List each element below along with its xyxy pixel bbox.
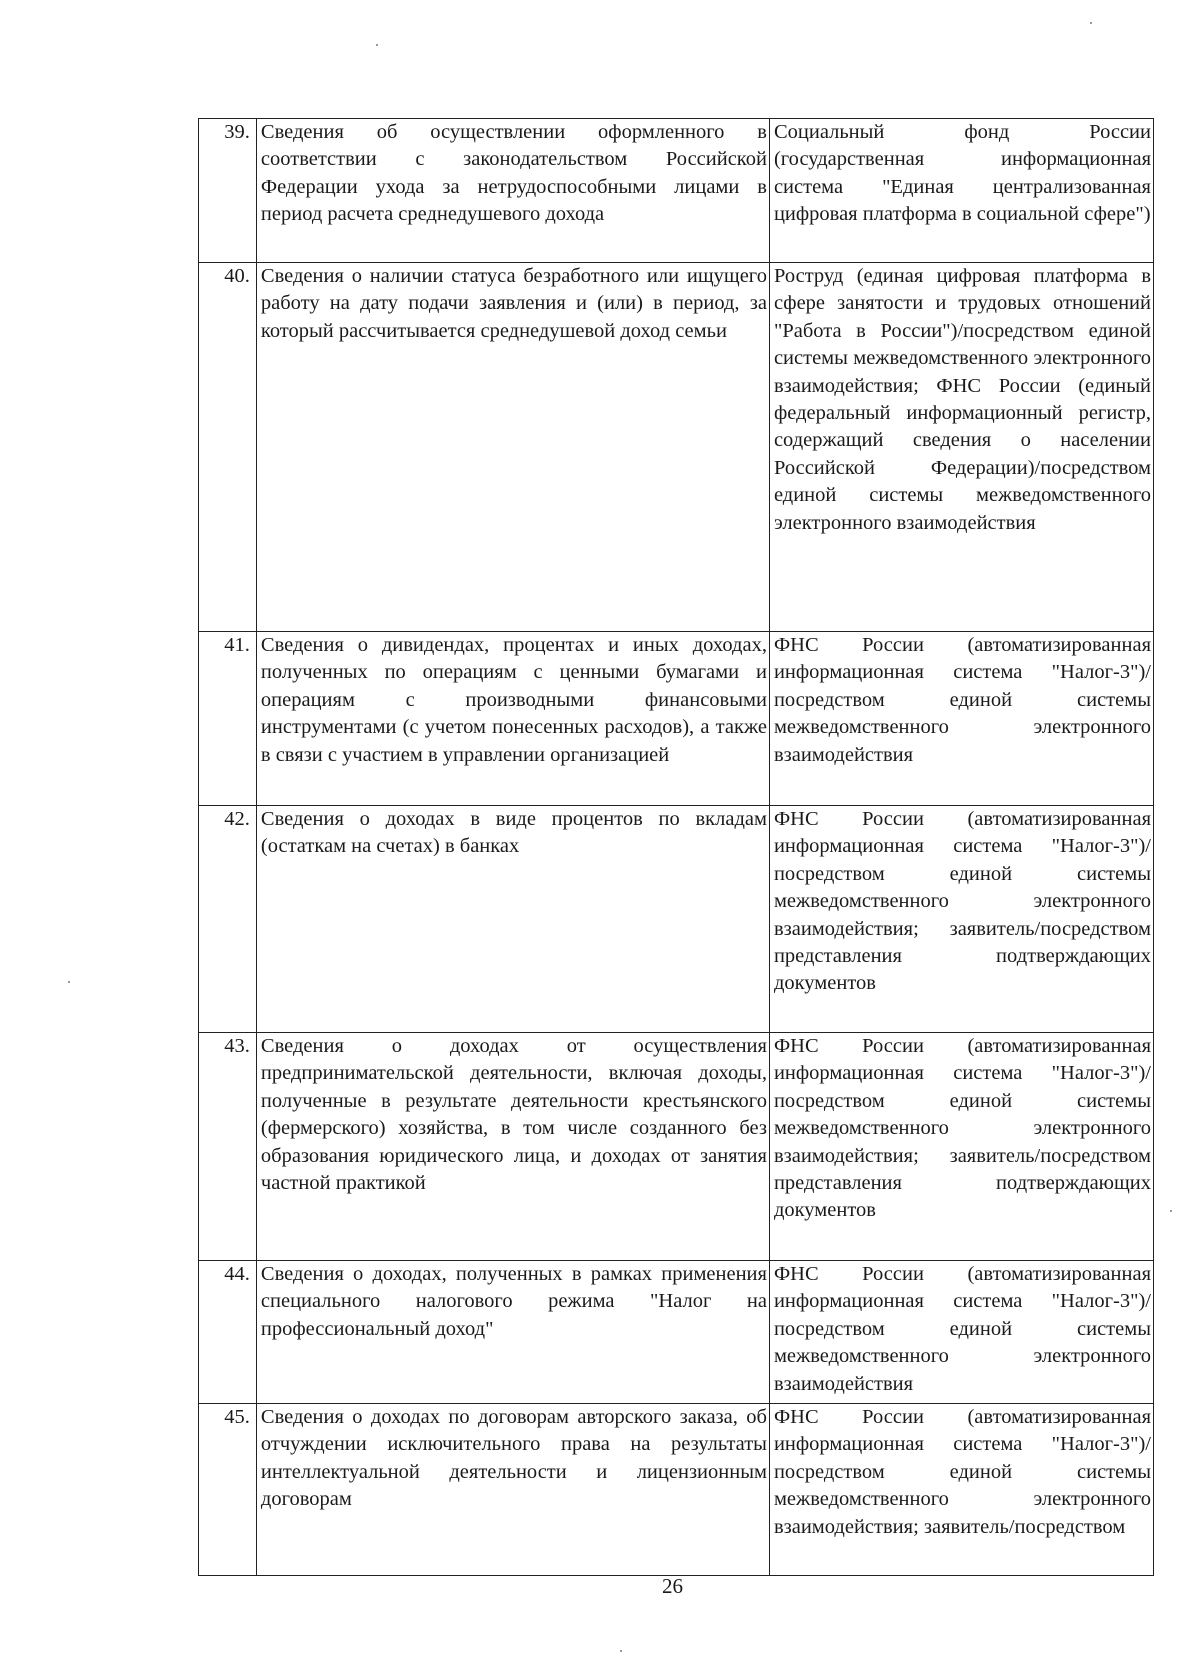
table-row xyxy=(199,1404,1154,1576)
source-cell: Роструд (единая цифровая платформа в сфере занятости и трудовых отношений "Работа в России")/посредством единой системы межведомственного электронного взаимодействия; ФНС России (единый федеральный информационный регистр, содержащий сведения о населении Российской Федерации)/посредством единой системы межведомственного электронного взаимодействия xyxy=(769,263,1153,632)
source-cell: ФНС России (автоматизированная информационная система "Налог-3")/посредством единой системы межведомственного электронного взаимодействия; заявитель/посредством представления подтверждающих документов xyxy=(769,806,1153,1033)
row-number: 39. xyxy=(199,119,257,263)
table-row xyxy=(199,119,1154,263)
source-cell: ФНС России (автоматизированная информационная система "Налог-3")/посредством единой системы межведомственного электронного взаимодействия; заявитель/посредством представления подтверждающих документов xyxy=(769,1033,1153,1261)
info-cell: Сведения об осуществлении оформленного в соответствии с законодательством Российской Федерации ухода за нетрудоспособными лицами в период расчета среднедушевого дохода xyxy=(256,119,769,263)
table-row xyxy=(199,1033,1154,1261)
table-row xyxy=(199,1261,1154,1404)
info-cell: Сведения о доходах от осуществления предпринимательской деятельности, включая доходы, полученные в результате деятельности крестьянского (фермерского) хозяйства, в том числе созданного без образования юридического лица, и доходах от занятия частной практикой xyxy=(256,1033,769,1261)
table-row xyxy=(199,632,1154,806)
scan-speck xyxy=(1090,22,1092,24)
info-cell: Сведения о доходах по договорам авторского заказа, об отчуждении исключительного права на результаты интеллектуальной деятельности и лицензионным договорам xyxy=(256,1404,769,1576)
source-cell: ФНС России (автоматизированная информационная система "Налог-3")/посредством единой системы межведомственного электронного взаимодействия xyxy=(769,1261,1153,1404)
source-cell: ФНС России (автоматизированная информационная система "Налог-3")/посредством единой системы межведомственного электронного взаимодействия; заявитель/посредством xyxy=(769,1404,1153,1576)
table-row xyxy=(199,263,1154,632)
row-number: 41. xyxy=(199,632,257,806)
info-cell: Сведения о дивидендах, процентах и иных доходах, полученных по операциям с ценными бумагами и операциям с производными финансовыми инструментами (с учетом понесенных расходов), а также в связи с участием в управлении организацией xyxy=(256,632,769,806)
income-sources-table xyxy=(198,118,1154,1576)
scan-speck xyxy=(376,44,378,46)
row-number: 44. xyxy=(199,1261,257,1404)
table-row xyxy=(199,806,1154,1033)
info-cell: Сведения о доходах, полученных в рамках применения специального налогового режима "Налог на профессиональный доход" xyxy=(256,1261,769,1404)
scan-speck xyxy=(68,981,70,983)
row-number: 43. xyxy=(199,1033,257,1261)
scan-speck xyxy=(620,1650,622,1652)
row-number: 45. xyxy=(199,1404,257,1576)
scan-speck xyxy=(1170,1210,1172,1212)
info-cell: Сведения о доходах в виде процентов по вкладам (остаткам на счетах) в банках xyxy=(256,806,769,1033)
source-cell: Социальный фонд России (государственная информационная система "Единая централизованная цифровая платформа в социальной сфере") xyxy=(769,119,1153,263)
row-number: 42. xyxy=(199,806,257,1033)
info-cell: Сведения о наличии статуса безработного или ищущего работу на дату подачи заявления и (или) в период, за который рассчитывается среднедушевой доход семьи xyxy=(256,263,769,632)
source-cell: ФНС России (автоматизированная информационная система "Налог-3")/посредством единой системы межведомственного электронного взаимодействия xyxy=(769,632,1153,806)
page-number: 26 xyxy=(662,1574,683,1598)
row-number: 40. xyxy=(199,263,257,632)
